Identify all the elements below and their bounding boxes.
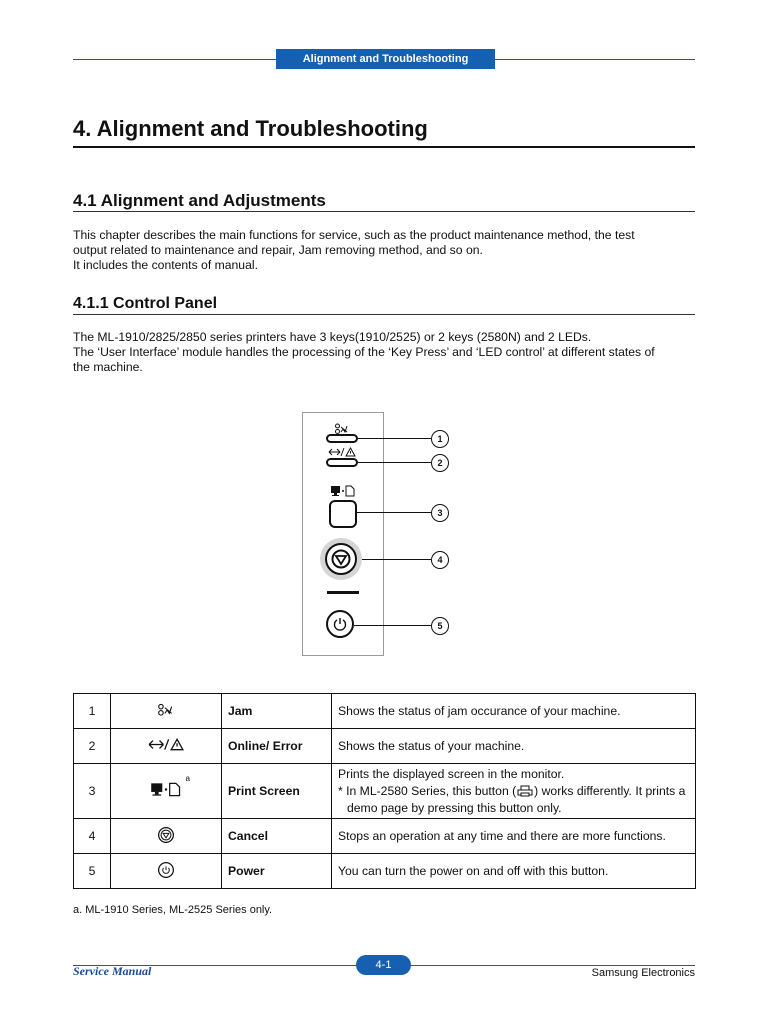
row-description [332,854,696,889]
row-icon-cell [111,764,222,819]
callout-line-3 [355,512,431,513]
power-icon [157,861,175,879]
footnote: a. ML-1910 Series, ML-2525 Series only. [73,904,273,916]
intro-line: This chapter describes the main functions for service, such as the product maintenance method, the test [73,228,635,242]
table-row [74,854,696,889]
body-line: the machine. [73,360,143,374]
footnote-marker: a [185,774,190,783]
row-description [332,819,696,854]
row-description [332,764,696,819]
footer-company: Samsung Electronics [591,967,695,979]
row-name: Cancel [222,819,332,854]
online-error-icon [328,447,356,457]
table-row [74,764,696,819]
printer-icon [517,785,533,797]
description-line: Shows the status of your machine. [338,738,525,753]
intro-line: It includes the contents of manual. [73,258,258,272]
description-line: demo page by pressing this button only. [347,800,562,815]
body-line: The ‘User Interface’ module handles the processing of the ‘Key Press’ and ‘LED control’ at different states of [73,345,655,359]
row-name: Power [222,854,332,889]
row-number: 2 [74,729,111,764]
description-fragment: * In ML-2580 Series, this button ( [338,783,517,798]
power-icon [332,616,348,632]
subsection-body [73,330,698,375]
callout-line-2 [356,462,431,463]
section-title: 4.1 Alignment and Adjustments [73,191,326,210]
table-row [74,819,696,854]
intro-line: output related to maintenance and repair, Jam removing method, and so on. [73,243,483,257]
callout-1: 1 [431,430,449,448]
subsection-title-rule [73,314,695,315]
row-description [332,694,696,729]
row-number: 3 [74,764,111,819]
description-line: Shows the status of jam occurance of your machine. [338,703,621,718]
cancel-icon [330,548,352,570]
online-error-led [326,458,358,467]
description-line-inline-icon [338,783,689,800]
callout-5: 5 [431,617,449,635]
page-number: 4-1 [356,955,411,975]
callout-line-5 [354,625,431,626]
row-number: 4 [74,819,111,854]
body-line: The ML-1910/2825/2850 series printers have 3 keys(1910/2525) or 2 keys (2580N) and 2 LEDs. [73,330,592,344]
section-intro [73,228,698,273]
row-name: Online/ Error [222,729,332,764]
subsection-title: 4.1.1 Control Panel [73,295,218,312]
table-row [74,729,696,764]
row-icon-cell [111,694,222,729]
callout-3: 3 [431,504,449,522]
description-line: Stops an operation at any time and there are more functions. [338,828,666,843]
row-icon-cell [111,729,222,764]
jam-led [326,434,358,443]
control-panel-table [73,693,696,889]
online-error-icon [147,738,185,751]
header-section-label: Alignment and Troubleshooting [276,49,495,69]
row-icon-cell [111,854,222,889]
description-fragment: ) works differently. It prints a [534,783,686,798]
callout-4: 4 [431,551,449,569]
section-title-rule [73,211,695,212]
jam-icon [157,703,175,717]
print-screen-icon [150,782,182,797]
footer-manual-title: Service Manual [73,964,152,978]
print-screen-button[interactable] [329,500,357,528]
row-name: Print Screen [222,764,332,819]
cancel-icon [157,826,175,844]
chapter-title-rule [73,146,695,148]
callout-line-1 [356,438,431,439]
row-name: Jam [222,694,332,729]
row-number: 1 [74,694,111,729]
print-screen-icon [330,485,356,497]
table-row [74,694,696,729]
chapter-title: 4. Alignment and Troubleshooting [73,116,428,141]
callout-2: 2 [431,454,449,472]
description-line: You can turn the power on and off with this button. [338,863,609,878]
description-line: Prints the displayed screen in the monitor. [338,766,565,781]
panel-separator [327,591,359,594]
row-number: 5 [74,854,111,889]
callout-line-4 [362,559,431,560]
row-description [332,729,696,764]
row-icon-cell [111,819,222,854]
